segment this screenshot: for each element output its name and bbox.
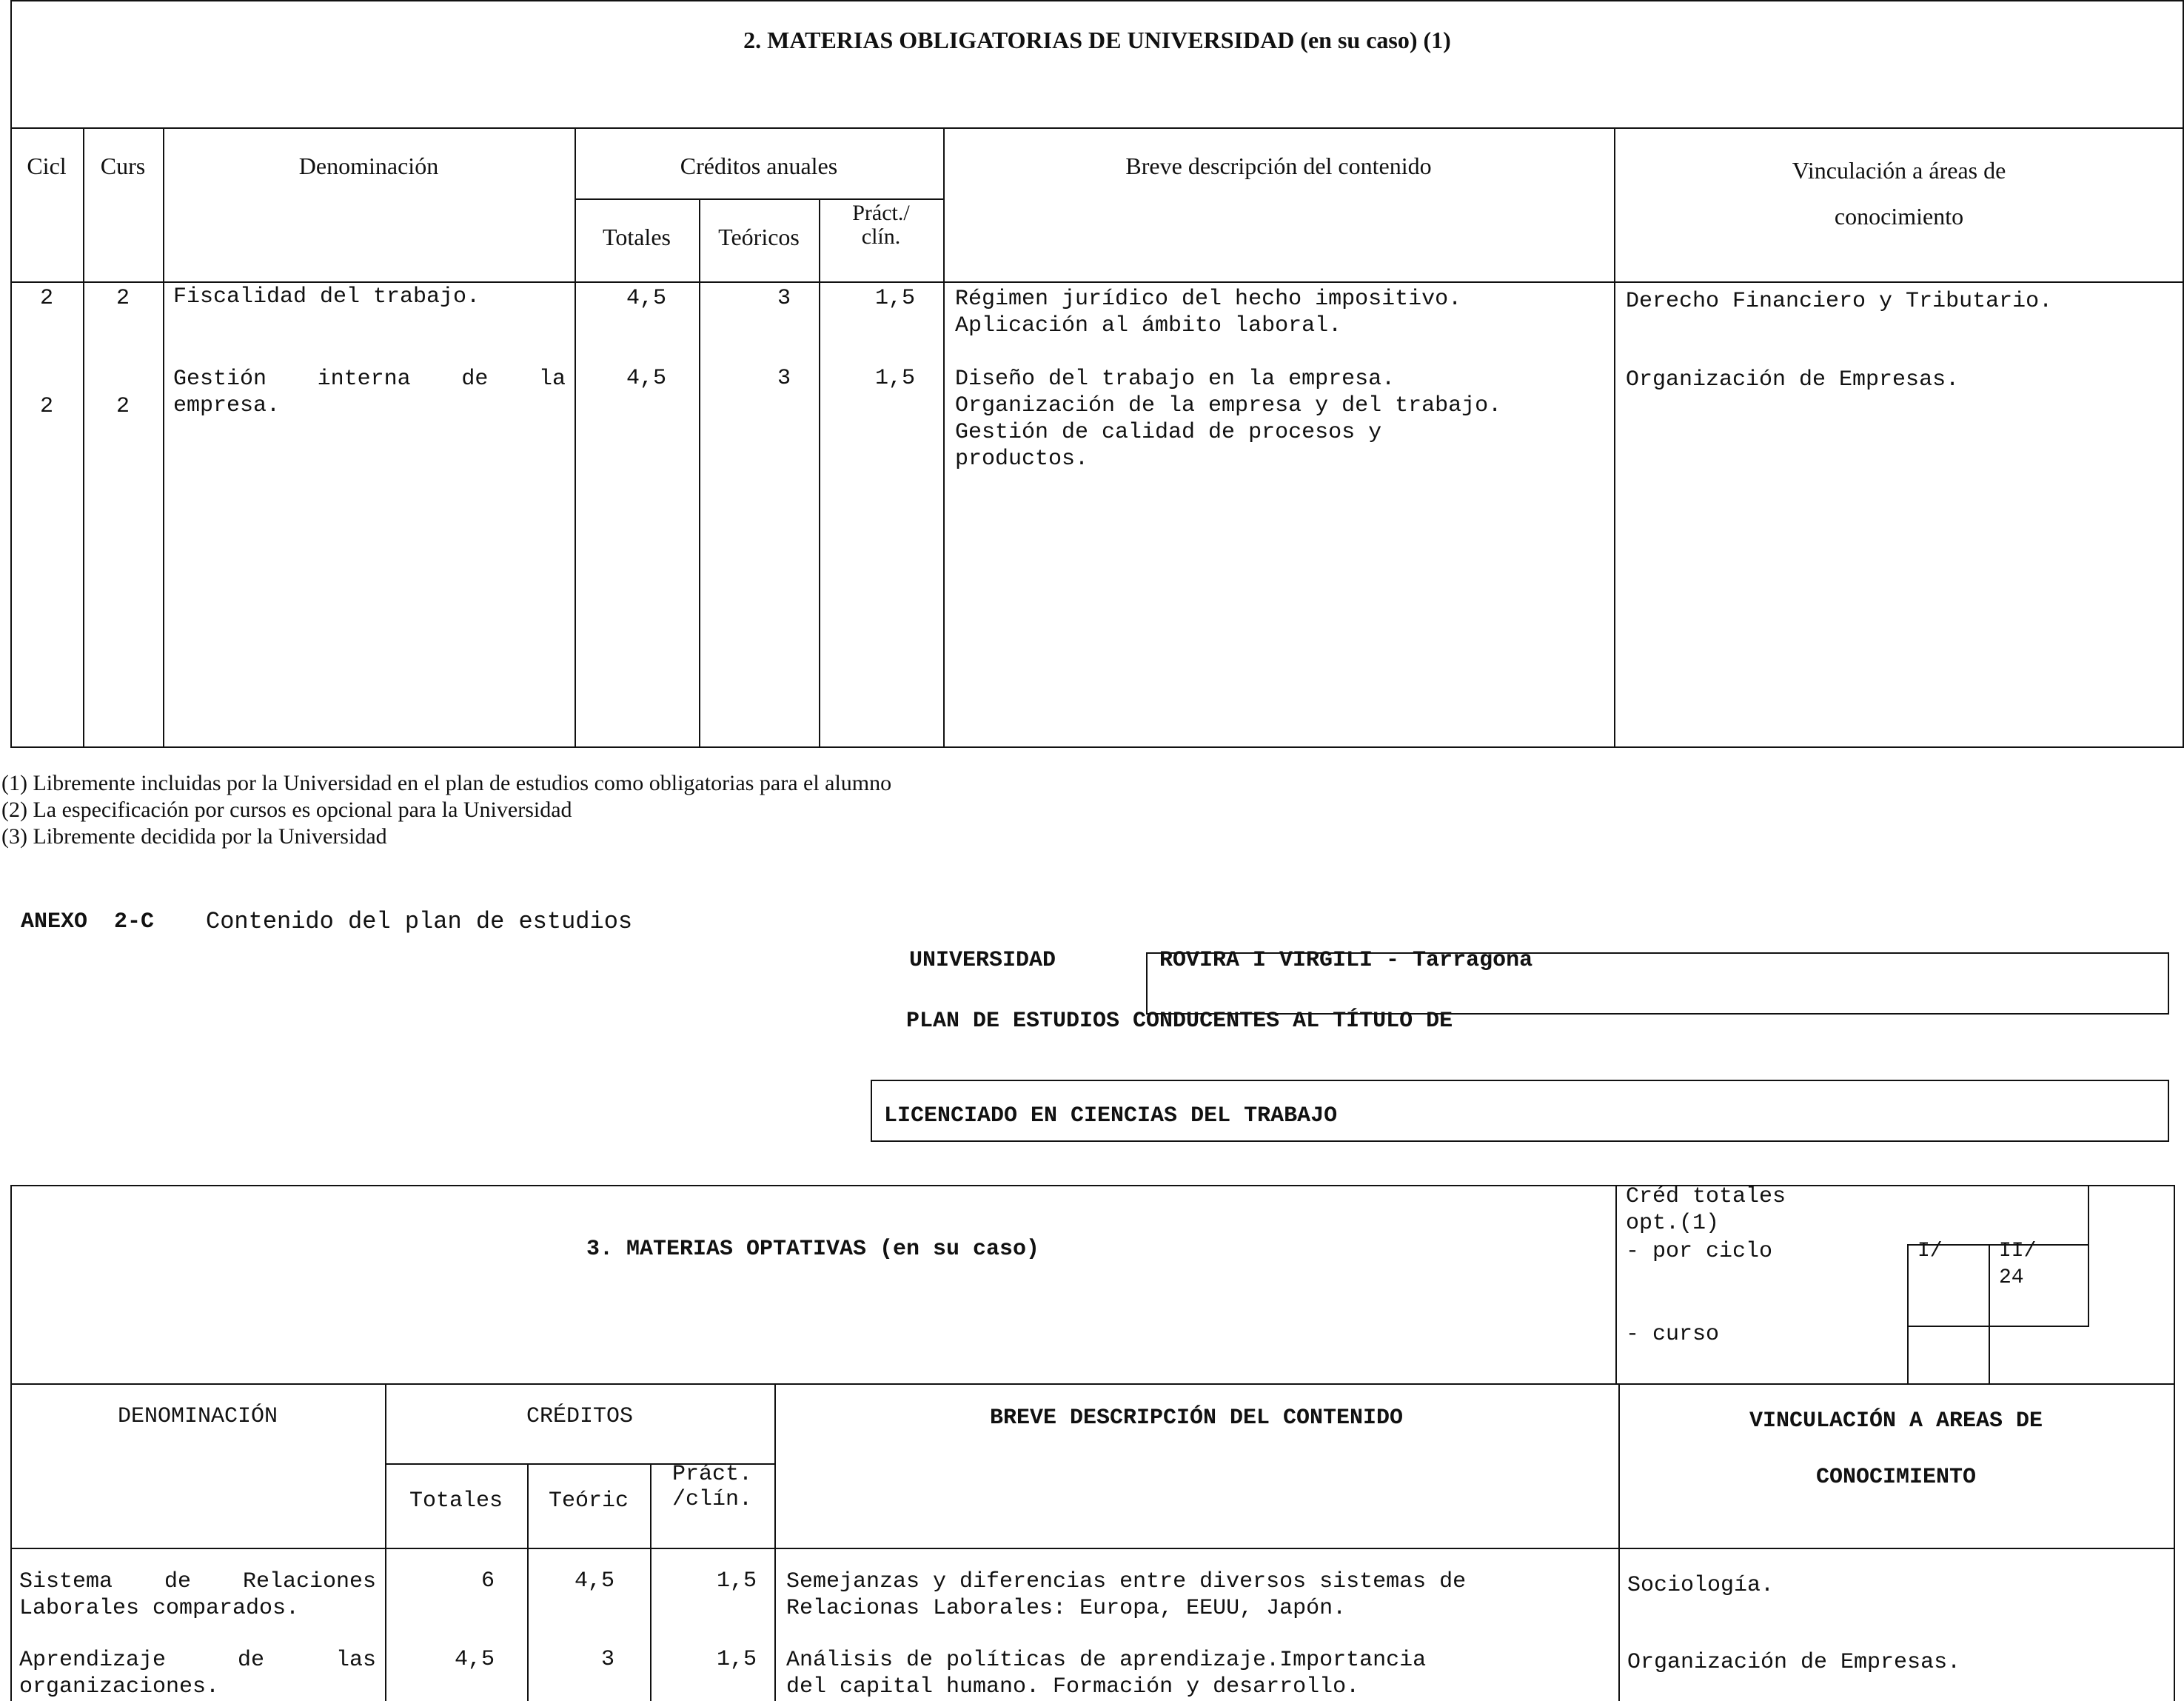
cred-grid-line	[2088, 1185, 2089, 1326]
header-totales: Totales	[409, 1488, 503, 1514]
row-teoricos: 3	[777, 286, 791, 311]
row-descripcion-line: del capital humano. Formación y desarrollo.	[786, 1674, 1360, 1700]
ciclo-II-value: 24	[1999, 1266, 2024, 1289]
row-ciclo: 2	[39, 286, 53, 311]
row-descripcion-line: Relacionas Laborales: Europa, EEUU, Japón.	[786, 1596, 1347, 1621]
header-creditos-anuales: Créditos anuales	[680, 153, 838, 179]
header-vinculacion-l1: VINCULACIÓN A AREAS DE	[1749, 1408, 2043, 1434]
row-descripcion-line: productos.	[955, 447, 1089, 472]
creditos-subheader-divider	[575, 198, 943, 200]
header-denominacion: DENOMINACIÓN	[117, 1404, 278, 1429]
row-denominacion: organizaciones.	[19, 1674, 220, 1700]
row-curso: 2	[115, 286, 130, 311]
col-divider	[943, 127, 945, 748]
row-teoric: 4,5	[574, 1568, 614, 1594]
row-teoricos: 3	[777, 366, 791, 391]
ciclo-I: I/	[1917, 1240, 1943, 1263]
row-descripcion-line: Análisis de políticas de aprendizaje.Importancia	[786, 1648, 1427, 1673]
row-ciclo: 2	[39, 394, 53, 419]
section2-title: 2. MATERIAS OBLIGATORIAS DE UNIVERSIDAD (en su caso) (1)	[743, 27, 1451, 53]
section2-title-divider	[10, 127, 2184, 129]
row-denominacion: Gestión interna de la	[173, 367, 566, 392]
row-vinculacion: Organización de Empresas.	[1627, 1650, 1961, 1675]
header-descripcion: BREVE DESCRIPCIÓN DEL CONTENIDO	[989, 1406, 1404, 1431]
header-denominacion: Denominación	[298, 153, 439, 179]
col-divider	[819, 198, 820, 748]
section3-header-divider	[10, 1548, 2175, 1549]
row-denominacion: Fiscalidad del trabajo.	[173, 284, 480, 310]
header-vinculacion-l2: conocimiento	[1834, 203, 1964, 230]
row-descripcion-line: Gestión de calidad de procesos y	[955, 420, 1382, 445]
row-denominacion: Sistema de Relaciones	[19, 1569, 376, 1594]
row-descripcion-line: Aplicación al ámbito laboral.	[955, 313, 1342, 338]
header-descripcion: Breve descripción del contenido	[1125, 153, 1432, 179]
col-divider	[83, 127, 84, 748]
row-practicos: 1,5	[874, 366, 915, 391]
row-denominacion: Laborales comparados.	[19, 1596, 300, 1621]
cred-box-divider	[1615, 1185, 1617, 1383]
row-descripcion-line: Semejanzas y diferencias entre diversos sistemas de	[786, 1569, 1467, 1594]
row-totales: 6	[480, 1568, 495, 1594]
plan-label: PLAN DE ESTUDIOS CONDUCENTES AL TÍTULO DE	[906, 1009, 1453, 1034]
cred-totales-label: Créd totales	[1626, 1184, 1786, 1209]
universidad-label: UNIVERSIDAD	[909, 948, 1056, 973]
section2-header-divider	[10, 281, 2184, 283]
section3-title-divider	[10, 1383, 2175, 1385]
ciclo-II: II/	[1999, 1240, 2037, 1263]
row-vinculacion: Sociología.	[1627, 1573, 1775, 1598]
row-practicos: 1,5	[874, 286, 915, 311]
header-ciclo: Cicl	[27, 153, 67, 179]
col-divider	[575, 127, 576, 748]
row-totales: 4,5	[454, 1647, 495, 1672]
curso-label: - curso	[1626, 1322, 1720, 1347]
row-practicos: 1,5	[716, 1647, 757, 1672]
row-teoric: 3	[600, 1647, 614, 1672]
header-vinculacion-l1: Vinculación a áreas de	[1792, 157, 2006, 184]
section3-top-border	[10, 1185, 2175, 1186]
cred-grid-line	[1989, 1244, 1990, 1383]
header-vinculacion-l2: CONOCIMIENTO	[1815, 1465, 1977, 1490]
row-vinculacion: Derecho Financiero y Tributario.	[1626, 289, 2053, 314]
cred-grid-line	[1907, 1244, 1909, 1383]
header-creditos: CRÉDITOS	[526, 1404, 634, 1429]
header-totales: Totales	[603, 224, 671, 250]
row-descripcion-line: Régimen jurídico del hecho impositivo.	[955, 287, 1462, 312]
por-ciclo-label: - por ciclo	[1626, 1239, 1773, 1264]
row-vinculacion: Organización de Empresas.	[1626, 367, 1960, 392]
universidad-value: ROVIRA I VIRGILI - Tarragona	[1159, 948, 1533, 973]
footnote: (2) La especificación por cursos es opcional para la Universidad	[1, 798, 572, 822]
anexo-title: Contenido del plan de estudios	[206, 908, 633, 935]
col-divider	[163, 127, 164, 748]
header-practicos-l1: Práct./	[852, 201, 910, 225]
cred-totales-label: opt.(1)	[1626, 1211, 1720, 1236]
footnote: (1) Libremente incluidas por la Universidad en el plan de estudios como obligatorias para el alumno	[1, 771, 892, 795]
footnote: (3) Libremente decidida por la Universidad	[1, 824, 387, 849]
row-descripcion-line: Organización de la empresa y del trabajo.	[955, 393, 1502, 418]
section3-left-border	[10, 1185, 12, 1701]
header-practicos-l1: Práct.	[671, 1462, 753, 1487]
section3-title: 3. MATERIAS OPTATIVAS (en su caso)	[586, 1237, 1040, 1262]
row-denominacion: empresa.	[173, 393, 281, 418]
cred-grid-line	[1907, 1326, 2089, 1327]
anexo-label: ANEXO 2-C	[21, 909, 155, 935]
titulo-value: LICENCIADO EN CIENCIAS DEL TRABAJO	[884, 1103, 1338, 1129]
row-totales: 4,5	[626, 286, 666, 311]
row-practicos: 1,5	[716, 1568, 757, 1594]
row-descripcion-line: Diseño del trabajo en la empresa.	[955, 367, 1396, 392]
header-curso: Curs	[100, 153, 146, 179]
col-divider	[774, 1383, 776, 1701]
header-practicos-l2: clín.	[861, 224, 901, 249]
row-curso: 2	[115, 394, 130, 419]
row-denominacion: Aprendizaje de las	[19, 1648, 376, 1673]
col-divider	[699, 198, 700, 748]
header-practicos-l2: /clín.	[671, 1487, 753, 1512]
header-teoric: Teóric	[548, 1488, 629, 1514]
row-totales: 4,5	[626, 366, 666, 391]
header-teoricos: Teóricos	[718, 224, 800, 250]
section3-right-border	[2174, 1185, 2175, 1701]
